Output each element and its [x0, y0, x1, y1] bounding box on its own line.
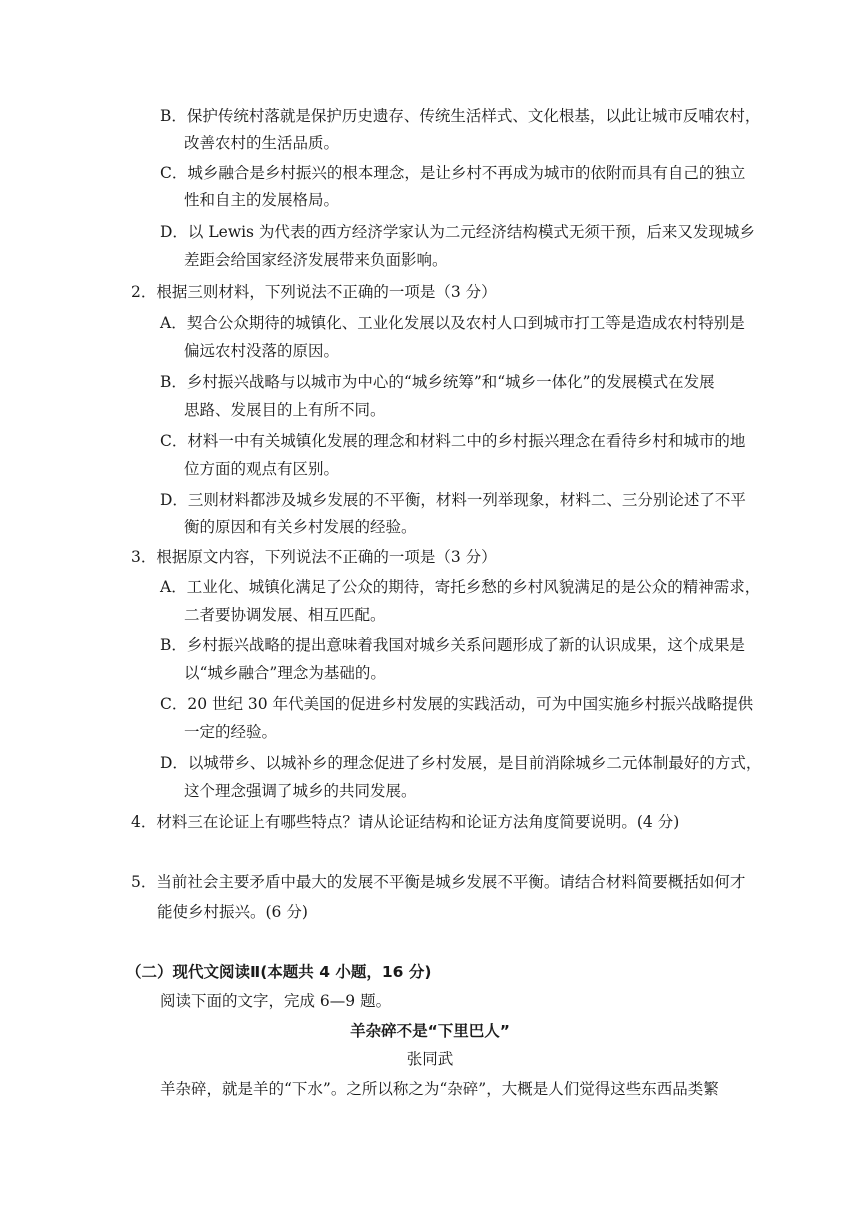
option-3b-line2: 以“城乡融合”理念为基础的。: [184, 664, 386, 682]
option-1c-line1: C．城乡融合是乡村振兴的根本理念，是让乡村不再成为城市的依附而具有自己的独立: [160, 164, 746, 182]
option-3d-line2: 这个理念强调了城乡的共同发展。: [184, 782, 417, 800]
question-3: 3．根据原文内容，下列说法不正确的一项是（3 分）: [131, 548, 497, 566]
option-2b-line1: B．乡村振兴战略与以城市为中心的“城乡统筹”和“城乡一体化”的发展模式在发展: [160, 373, 715, 391]
option-1d-line2: 差距会给国家经济发展带来负面影响。: [184, 251, 448, 269]
question-4: 4．材料三在论证上有哪些特点？请从论证结构和论证方法角度简要说明。(4 分): [131, 813, 680, 831]
article-title: 羊杂碎不是“下里巴人”: [350, 1022, 510, 1040]
option-3b-line1: B．乡村振兴战略的提出意味着我国对城乡关系问题形成了新的认识成果，这个成果是: [160, 636, 745, 654]
option-1b-line1: B．保护传统村落就是保护历史遗存、传统生活样式、文化根基，以此让城市反哺农村，: [160, 107, 761, 125]
option-2d-line2: 衡的原因和有关乡村发展的经验。: [184, 518, 417, 536]
option-3d-line1: D．以城带乡、以城补乡的理念促进了乡村发展，是目前消除城乡二元体制最好的方式，: [160, 754, 762, 772]
section-heading: （二）现代文阅读Ⅱ(本题共 4 小题，16 分): [126, 963, 432, 981]
reading-instruction: 阅读下面的文字，完成 6—9 题。: [160, 992, 392, 1010]
option-2c-line1: C．材料一中有关城镇化发展的理念和材料二中的乡村振兴理念在看待乡村和城市的地: [160, 432, 746, 450]
option-3c-line1: C．20 世纪 30 年代美国的促进乡村发展的实践活动，可为中国实施乡村振兴战略提供: [160, 695, 754, 713]
option-2a-line2: 偏远农村没落的原因。: [184, 342, 340, 360]
option-3a-line1: A．工业化、城镇化满足了公众的期待，寄托乡愁的乡村风貌满足的是公众的精神需求，: [160, 578, 761, 596]
option-1b-line2: 改善农村的生活品质。: [184, 134, 340, 152]
option-1d-line1: D．以 Lewis 为代表的西方经济学家认为二元经济结构模式无须干预，后来又发现城乡: [160, 223, 755, 241]
question-2: 2．根据三则材料，下列说法不正确的一项是（3 分）: [131, 283, 497, 301]
question-5-line1: 5．当前社会主要矛盾中最大的发展不平衡是城乡发展不平衡。请结合材料简要概括如何才: [131, 873, 746, 891]
article-author: 张同武: [406, 1050, 454, 1068]
question-5-line2: 能使乡村振兴。(6 分): [157, 903, 308, 921]
option-2b-line2: 思路、发展目的上有所不同。: [184, 401, 386, 419]
option-2a-line1: A．契合公众期待的城镇化、工业化发展以及农村人口到城市打工等是造成农村特别是: [160, 314, 745, 332]
option-3c-line2: 一定的经验。: [184, 723, 278, 741]
option-3a-line2: 二者要协调发展、相互匹配。: [184, 606, 386, 624]
option-1c-line2: 性和自主的发展格局。: [184, 191, 340, 209]
option-2c-line2: 位方面的观点有区别。: [184, 460, 340, 478]
article-body-line1: 羊杂碎，就是羊的“下水”。之所以称之为“杂碎”，大概是人们觉得这些东西品类繁: [160, 1080, 719, 1098]
option-2d-line1: D．三则材料都涉及城乡发展的不平衡，材料一列举现象，材料二、三分别论述了不平: [160, 491, 746, 509]
